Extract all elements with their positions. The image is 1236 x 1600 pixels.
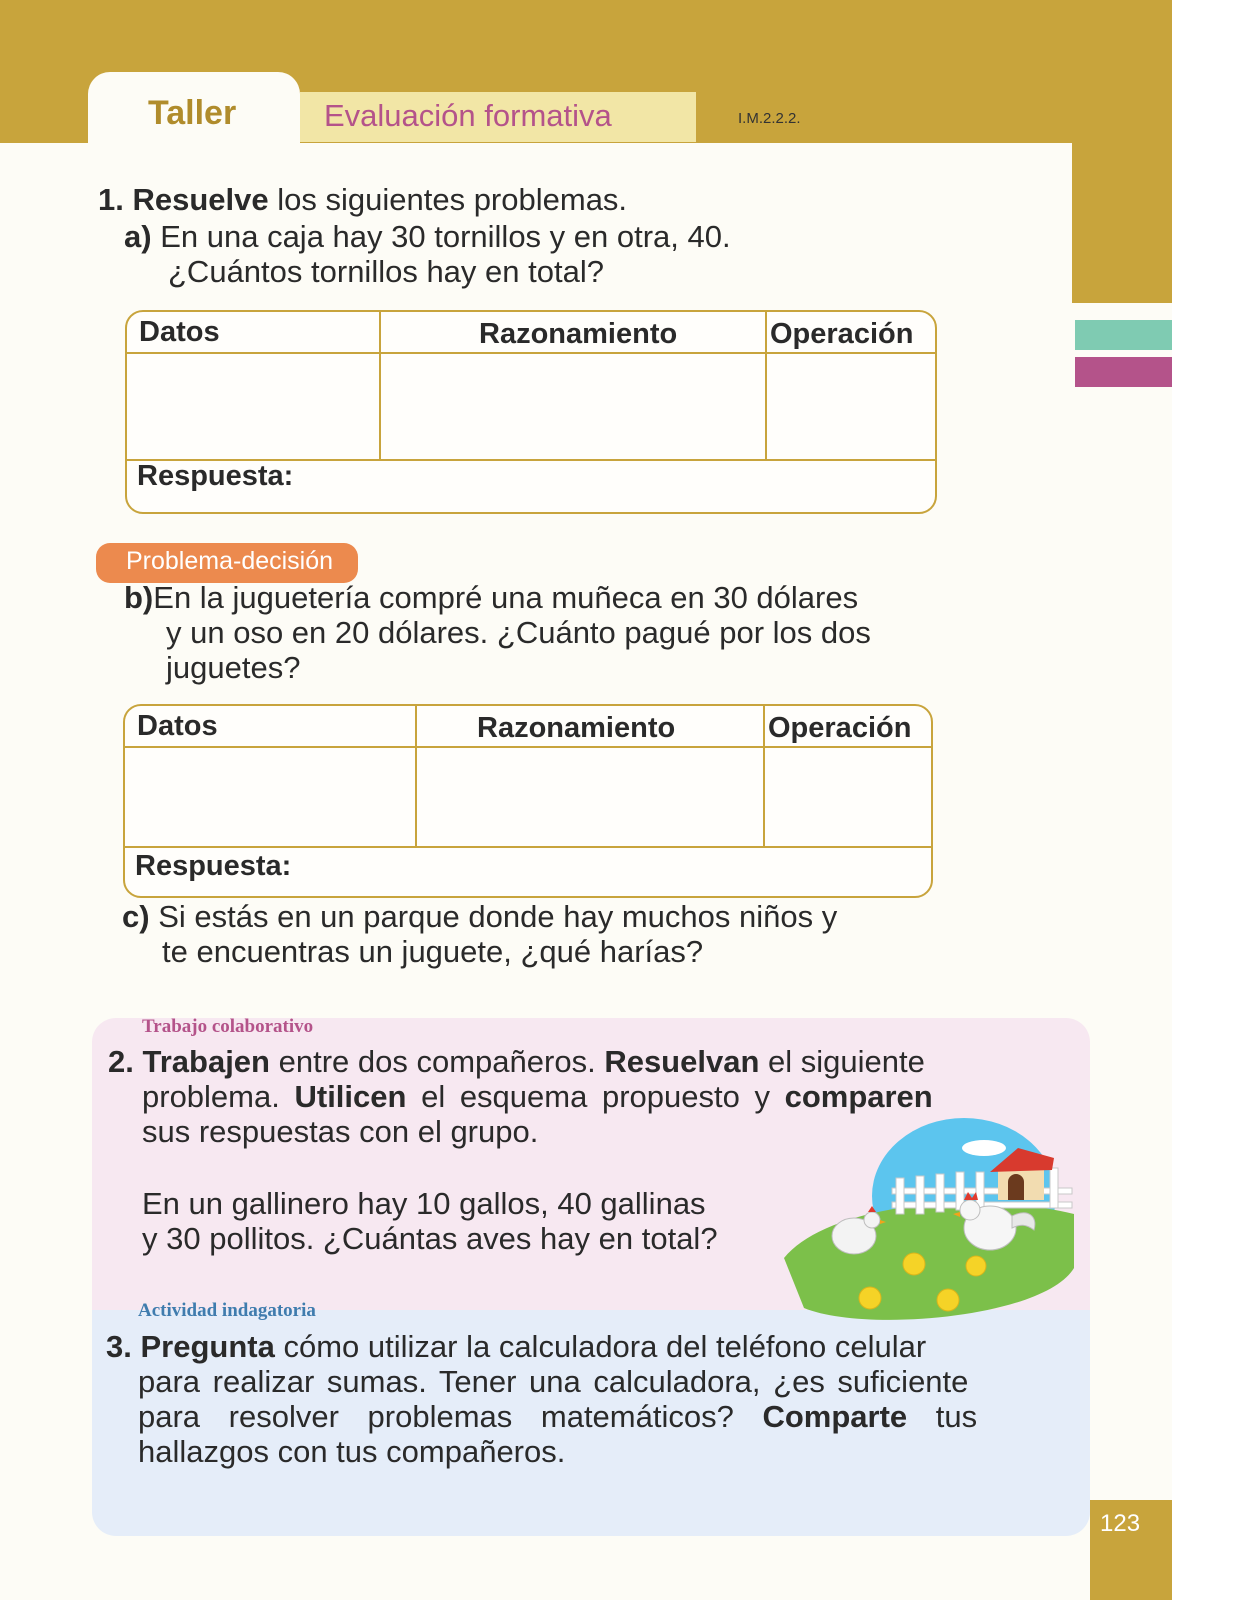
answer-table-a: [125, 310, 937, 514]
exercise-2-line-2: [142, 1079, 933, 1115]
exercise-number: 2.: [108, 1044, 134, 1079]
exercise-3-line-1: [106, 1329, 926, 1365]
answer-divider: [125, 846, 931, 848]
side-band: [1072, 143, 1172, 303]
column-razonamiento: Razonamiento: [477, 712, 676, 744]
inquiry-label: Actividad indagatoria: [138, 1300, 316, 1321]
problem-text: En la juguetería compré una muñeca en 30 dólares: [153, 580, 859, 615]
emphasis-word: comparen: [784, 1079, 933, 1114]
instruction-text: problema.: [142, 1079, 280, 1114]
emphasis-word: Trabajen: [142, 1044, 270, 1079]
column-divider: [379, 312, 381, 459]
emphasis-word: Comparte: [762, 1399, 908, 1434]
answer-label: Respuesta:: [135, 850, 292, 882]
header-divider: [125, 746, 931, 748]
problem-b-line-2: y un oso en 20 dólares. ¿Cuánto pagué por los dos: [166, 615, 871, 650]
problem-b-line-3: juguetes?: [166, 650, 301, 685]
column-divider: [415, 706, 417, 846]
problem-a-line-1: [124, 219, 731, 255]
exercise-1-statement: [98, 182, 627, 218]
pink-strip: [1075, 357, 1172, 387]
column-divider: [765, 312, 767, 459]
instruction-text: cómo utilizar la calculadora del teléfono celular: [283, 1329, 927, 1364]
column-datos: Datos: [137, 710, 218, 742]
exercise-3-line-4: hallazgos con tus compañeros.: [138, 1434, 566, 1469]
column-datos: Datos: [139, 316, 220, 348]
exercise-number: 1.: [98, 182, 124, 217]
answer-label: Respuesta:: [137, 460, 294, 492]
column-divider: [763, 706, 765, 846]
henhouse-problem-line-2: y 30 pollitos. ¿Cuántas aves hay en total?: [142, 1221, 718, 1256]
exercise-2-line-1: [108, 1044, 925, 1080]
instruction-text: los siguientes problemas.: [277, 182, 628, 217]
emphasis-word: Resuelvan: [604, 1044, 760, 1079]
evaluation-banner: [300, 92, 696, 142]
column-operacion: Operación: [770, 318, 914, 350]
instruction-verb: Resuelve: [132, 182, 269, 217]
column-razonamiento: Razonamiento: [479, 318, 678, 350]
instruction-text: el siguiente: [768, 1044, 925, 1079]
henhouse-problem-line-1: En un gallinero hay 10 gallos, 40 gallinas: [142, 1186, 706, 1221]
skill-code: I.M.2.2.2.: [738, 110, 801, 127]
exercise-number: 3.: [106, 1329, 132, 1364]
item-letter: c): [122, 899, 150, 934]
column-operacion: Operación: [768, 712, 912, 744]
problem-c-line-2: te encuentras un juguete, ¿qué harías?: [162, 934, 704, 969]
instruction-text: el esquema propuesto y: [421, 1079, 770, 1114]
problem-text: Si estás en un parque donde hay muchos niños y: [158, 899, 838, 934]
problem-a-line-2: ¿Cuántos tornillos hay en total?: [168, 254, 604, 289]
exercise-3-line-2: para realizar sumas. Tener una calculadora, ¿es suficiente: [138, 1364, 969, 1399]
problem-b-line-1: [124, 580, 858, 616]
instruction-text: tus: [935, 1399, 978, 1434]
page-number: 123: [1100, 1510, 1141, 1537]
item-letter: b): [124, 580, 154, 615]
farm-illustration: [784, 1118, 1076, 1328]
taller-label: Taller: [148, 94, 237, 132]
page-edge: [1172, 0, 1236, 1600]
exercise-2-line-3: sus respuestas con el grupo.: [142, 1114, 539, 1149]
teal-strip: [1075, 320, 1172, 350]
problem-c-line-1: [122, 899, 837, 935]
header-divider: [127, 352, 935, 354]
item-letter: a): [124, 219, 152, 254]
evaluation-label: Evaluación formativa: [324, 98, 612, 133]
taller-tab: [88, 72, 300, 154]
collaborative-label: Trabajo colaborativo: [142, 1016, 314, 1037]
instruction-text: para resolver problemas matemáticos?: [138, 1399, 734, 1434]
emphasis-word: Utilicen: [294, 1079, 407, 1114]
exercise-3-line-3: [138, 1399, 977, 1435]
badge-label: Problema-decisión: [126, 547, 334, 575]
instruction-text: entre dos compañeros.: [278, 1044, 596, 1079]
emphasis-word: Pregunta: [140, 1329, 275, 1364]
answer-table-b: [123, 704, 933, 898]
problem-text: En una caja hay 30 tornillos y en otra, 40.: [160, 219, 731, 254]
problem-decision-badge: [96, 543, 358, 583]
